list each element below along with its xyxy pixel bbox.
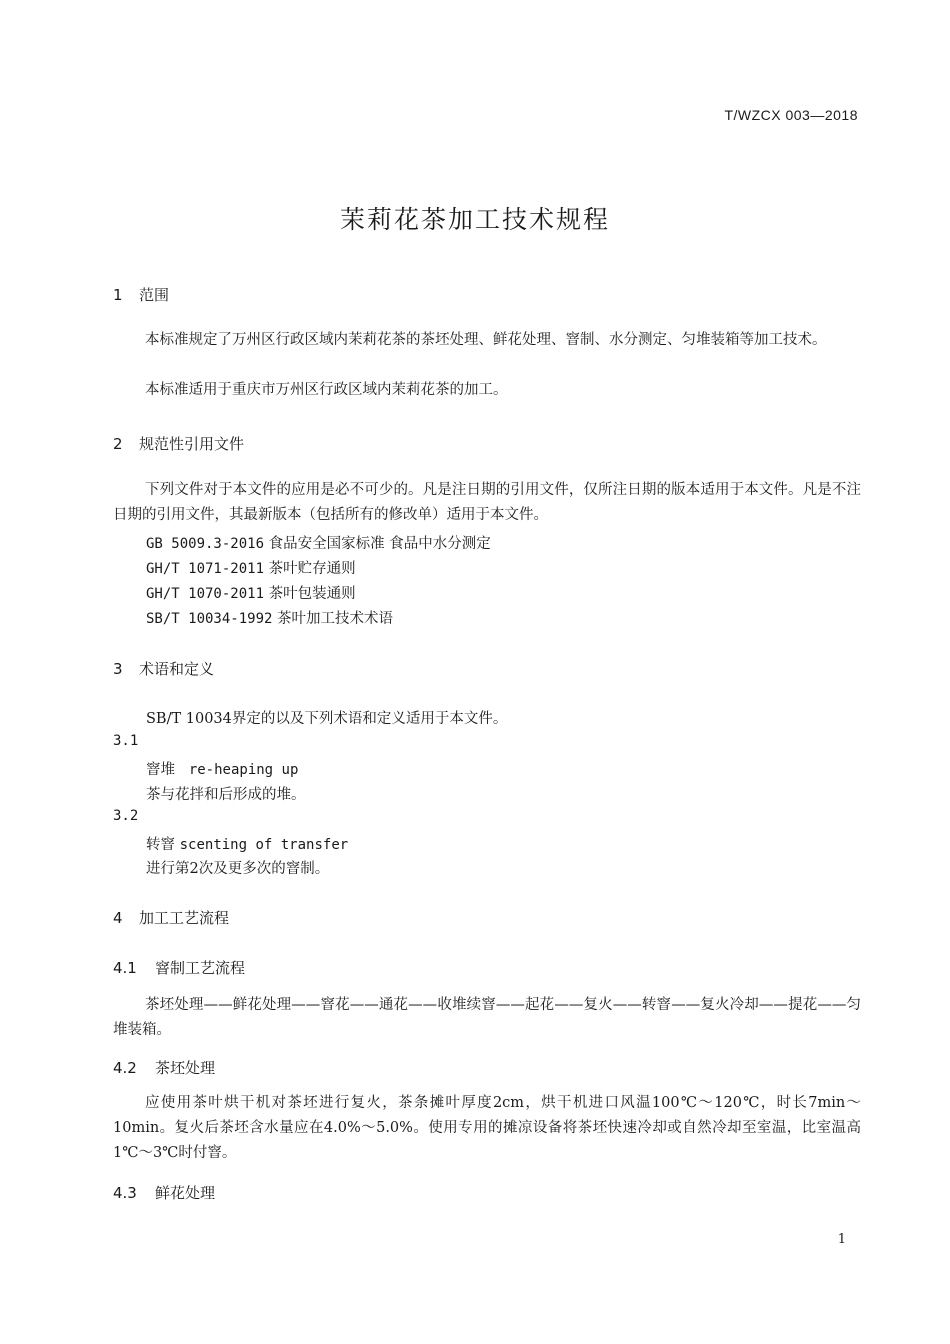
section-title: 茶坯处理 [155, 1059, 216, 1077]
section-title: 加工工艺流程 [139, 909, 230, 927]
section-3-heading [113, 658, 214, 679]
reference-name: 食品安全国家标准 食品中水分测定 [268, 536, 491, 552]
term-chinese: 转窨 [146, 837, 175, 853]
section-1-paragraph-1: 本标准规定了万州区行政区域内茉莉花茶的茶坯处理、鲜花处理、窨制、水分测定、匀堆装箱等加工技术。 [145, 332, 827, 348]
reference-name: 茶叶加工技术术语 [277, 611, 394, 627]
reference-item [146, 582, 356, 603]
term-definition: 茶与花拌和后形成的堆。 [146, 787, 306, 803]
reference-name: 茶叶包装通则 [268, 586, 356, 602]
reference-item [146, 607, 393, 628]
section-1-heading [113, 284, 169, 305]
reference-item [146, 557, 356, 578]
term-english: scenting of transfer [179, 837, 349, 853]
reference-code: GB 5009.3-2016 [146, 536, 265, 552]
section-number: 4 [113, 909, 123, 927]
standard-code: T/WZCX 003—2018 [724, 107, 858, 123]
reference-name: 茶叶贮存通则 [268, 561, 356, 577]
section-2-heading [113, 433, 244, 454]
term-entry [146, 833, 348, 854]
section-number: 4.2 [113, 1059, 137, 1077]
section-title: 规范性引用文件 [139, 435, 245, 453]
document-title: 茉莉花茶加工技术规程 [339, 205, 610, 234]
section-4-heading [113, 907, 229, 928]
term-english: re-heaping up [188, 762, 299, 778]
section-number: 4.1 [113, 959, 137, 977]
term-number: 3.1 [113, 733, 139, 749]
page-number: 1 [837, 1232, 846, 1247]
section-1-paragraph-2: 本标准适用于重庆市万州区行政区域内茉莉花茶的加工。 [145, 382, 508, 398]
section-number: 2 [113, 435, 123, 453]
reference-code: GH/T 1070-2011 [146, 586, 265, 602]
section-3-intro: SB/T 10034界定的以及下列术语和定义适用于本文件。 [146, 711, 508, 727]
section-title: 鲜花处理 [155, 1184, 216, 1202]
term-chinese: 窨堆 [146, 762, 175, 778]
section-number: 1 [113, 286, 123, 304]
reference-code: SB/T 10034-1992 [146, 611, 273, 627]
section-4-1-paragraph: 茶坯处理——鲜花处理——窨花——通花——收堆续窨——起花——复火——转窨——复火冷却——提花——匀堆装箱。 [113, 997, 861, 1038]
term-definition: 进行第2次及更多次的窨制。 [146, 861, 330, 877]
term-number: 3.2 [113, 808, 139, 824]
section-4-2-heading [113, 1057, 215, 1078]
section-number: 3 [113, 660, 123, 678]
reference-item [146, 532, 491, 553]
reference-code: GH/T 1071-2011 [146, 561, 265, 577]
section-title: 术语和定义 [139, 660, 215, 678]
term-entry [146, 758, 298, 779]
section-2-paragraph-1: 下列文件对于本文件的应用是必不可少的。凡是注日期的引用文件，仅所注日期的版本适用于本文件。凡是不注日期的引用文件，其最新版本（包括所有的修改单）适用于本文件。 [113, 482, 861, 523]
section-title: 范围 [139, 286, 170, 304]
section-number: 4.3 [113, 1184, 137, 1202]
section-4-2-paragraph: 应使用茶叶烘干机对茶坯进行复火，茶条摊叶厚度2cm，烘干机进口风温100℃～120℃，时长7min～10min。复火后茶坯含水量应在4.0%～5.0%。使用专用的摊凉设备将茶坯快速冷却或自然冷却至室温，比室温高1℃～3℃时付窨。 [113, 1095, 861, 1161]
section-4-1-heading [113, 957, 245, 978]
section-4-3-heading [113, 1182, 215, 1203]
section-title: 窨制工艺流程 [155, 959, 246, 977]
